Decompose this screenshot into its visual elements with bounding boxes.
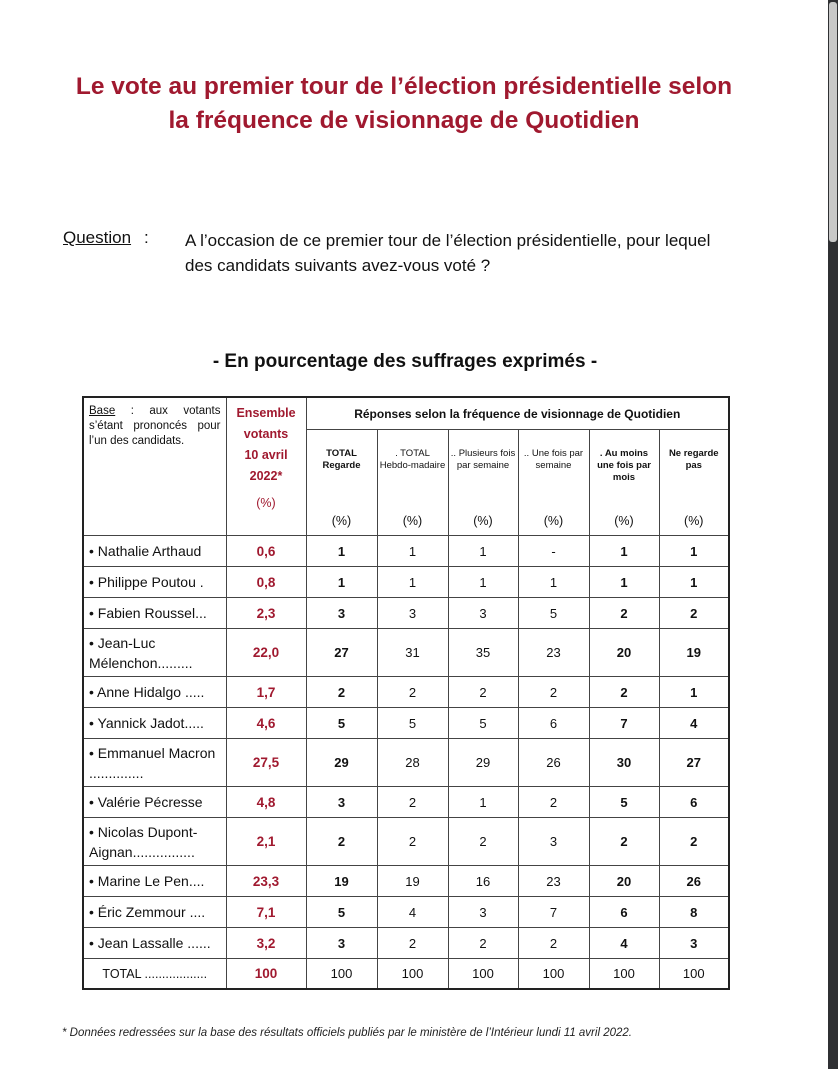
ensemble-value: 3,2 xyxy=(226,928,306,959)
column-header xyxy=(518,430,589,536)
ensemble-line: 2022* xyxy=(249,469,283,483)
value-cell: 100 xyxy=(377,959,448,990)
ensemble-line: Ensemble xyxy=(236,406,296,420)
value-cell: 2 xyxy=(518,787,589,818)
candidate-name: • Nicolas Dupont-Aignan................ xyxy=(83,818,226,866)
value-cell: 100 xyxy=(518,959,589,990)
table-row xyxy=(83,866,729,897)
value-cell: 20 xyxy=(589,629,659,677)
value-cell: 4 xyxy=(377,897,448,928)
value-cell: 3 xyxy=(448,598,518,629)
value-cell: 1 xyxy=(518,567,589,598)
value-cell: 1 xyxy=(659,536,729,567)
candidate-name: • Jean Lassalle ...... xyxy=(83,928,226,959)
table-row xyxy=(83,536,729,567)
column-pct-label: (%) xyxy=(402,514,423,528)
table-row xyxy=(83,629,729,677)
value-cell: 6 xyxy=(589,897,659,928)
value-cell: 5 xyxy=(306,708,377,739)
candidate-name: • Fabien Roussel... xyxy=(83,598,226,629)
question-text-line-2: des candidats suivants avez-vous voté ? xyxy=(185,256,491,275)
column-pct-label: (%) xyxy=(543,514,564,528)
total-label: TOTAL .................. xyxy=(83,959,226,990)
value-cell: 8 xyxy=(659,897,729,928)
table-row xyxy=(83,677,729,708)
candidate-name: • Jean-Luc Mélenchon......... xyxy=(83,629,226,677)
value-cell: - xyxy=(518,536,589,567)
title-line-2: la fréquence de visionnage de Quotidien xyxy=(168,107,640,134)
value-cell: 100 xyxy=(589,959,659,990)
value-cell: 20 xyxy=(589,866,659,897)
value-cell: 29 xyxy=(448,739,518,787)
candidate-name: • Philippe Poutou . xyxy=(83,567,226,598)
value-cell: 2 xyxy=(589,598,659,629)
table-row xyxy=(83,708,729,739)
value-cell: 19 xyxy=(377,866,448,897)
value-cell: 3 xyxy=(306,787,377,818)
column-header-label: TOTAL Regarde xyxy=(322,448,361,471)
value-cell: 5 xyxy=(306,897,377,928)
page-title xyxy=(20,70,788,138)
value-cell: 1 xyxy=(377,567,448,598)
value-cell: 4 xyxy=(589,928,659,959)
value-cell: 2 xyxy=(306,818,377,866)
candidate-name: • Emmanuel Macron .............. xyxy=(83,739,226,787)
ensemble-value: 4,8 xyxy=(226,787,306,818)
ensemble-header xyxy=(226,397,306,536)
value-cell: 3 xyxy=(518,818,589,866)
candidate-name: • Anne Hidalgo ..... xyxy=(83,677,226,708)
value-cell: 5 xyxy=(589,787,659,818)
scrollbar-thumb[interactable] xyxy=(829,2,837,242)
question-text-line-1: A l’occasion de ce premier tour de l’élection présidentielle, pour lequel xyxy=(185,231,711,250)
value-cell: 27 xyxy=(659,739,729,787)
ensemble-pct-label: (%) xyxy=(256,496,276,510)
table-row xyxy=(83,598,729,629)
ensemble-value: 27,5 xyxy=(226,739,306,787)
value-cell: 2 xyxy=(518,928,589,959)
total-row xyxy=(83,959,729,990)
ensemble-value: 1,7 xyxy=(226,677,306,708)
value-cell: 4 xyxy=(659,708,729,739)
value-cell: 2 xyxy=(448,928,518,959)
column-pct-label: (%) xyxy=(473,514,493,528)
column-header xyxy=(659,430,729,536)
value-cell: 5 xyxy=(448,708,518,739)
candidate-name: • Éric Zemmour .... xyxy=(83,897,226,928)
value-cell: 1 xyxy=(306,536,377,567)
value-cell: 1 xyxy=(659,677,729,708)
value-cell: 27 xyxy=(306,629,377,677)
value-cell: 2 xyxy=(659,818,729,866)
value-cell: 2 xyxy=(377,787,448,818)
ensemble-value: 7,1 xyxy=(226,897,306,928)
value-cell: 19 xyxy=(306,866,377,897)
value-cell: 5 xyxy=(518,598,589,629)
value-cell: 2 xyxy=(589,677,659,708)
table-row xyxy=(83,739,729,787)
value-cell: 7 xyxy=(589,708,659,739)
value-cell: 100 xyxy=(448,959,518,990)
footnote: * Données redressées sur la base des résultats officiels publiés par le ministère de l’Intérieur lundi 11 avril 2022. xyxy=(62,1027,632,1039)
base-cell xyxy=(83,397,226,536)
ensemble-value: 0,6 xyxy=(226,536,306,567)
value-cell: 3 xyxy=(306,598,377,629)
value-cell: 28 xyxy=(377,739,448,787)
value-cell: 7 xyxy=(518,897,589,928)
question-colon: : xyxy=(144,228,149,247)
ensemble-value: 23,3 xyxy=(226,866,306,897)
value-cell: 5 xyxy=(377,708,448,739)
ensemble-line: votants xyxy=(243,427,289,441)
table-subtitle: - En pourcentage des suffrages exprimés - xyxy=(212,351,598,372)
column-header xyxy=(448,430,518,536)
column-header-label: .. Plusieurs fois par semaine xyxy=(450,448,516,471)
question-text xyxy=(185,228,785,278)
question-label: Question xyxy=(63,228,132,247)
ensemble-value: 0,8 xyxy=(226,567,306,598)
value-cell: 30 xyxy=(589,739,659,787)
value-cell: 31 xyxy=(377,629,448,677)
base-text: : aux votants s’étant prononcés pour l’un des candidats. xyxy=(89,405,221,447)
title-line-1: Le vote au premier tour de l’élection présidentielle selon xyxy=(75,73,733,100)
table-row xyxy=(83,928,729,959)
value-cell: 2 xyxy=(659,598,729,629)
value-cell: 1 xyxy=(306,567,377,598)
value-cell: 6 xyxy=(659,787,729,818)
value-cell: 23 xyxy=(518,866,589,897)
value-cell: 100 xyxy=(306,959,377,990)
value-cell: 2 xyxy=(377,677,448,708)
value-cell: 2 xyxy=(448,677,518,708)
table-row xyxy=(83,787,729,818)
value-cell: 2 xyxy=(306,677,377,708)
value-cell: 100 xyxy=(659,959,729,990)
value-cell: 6 xyxy=(518,708,589,739)
ensemble-value: 100 xyxy=(226,959,306,990)
column-header xyxy=(589,430,659,536)
column-header-label: Ne regarde pas xyxy=(668,448,719,471)
ensemble-value: 22,0 xyxy=(226,629,306,677)
candidate-name: • Nathalie Arthaud xyxy=(83,536,226,567)
value-cell: 19 xyxy=(659,629,729,677)
candidate-name: • Yannick Jadot..... xyxy=(83,708,226,739)
value-cell: 2 xyxy=(377,818,448,866)
value-cell: 3 xyxy=(659,928,729,959)
value-cell: 3 xyxy=(448,897,518,928)
value-cell: 16 xyxy=(448,866,518,897)
value-cell: 1 xyxy=(659,567,729,598)
table-row xyxy=(83,567,729,598)
table-row xyxy=(83,818,729,866)
value-cell: 1 xyxy=(589,567,659,598)
column-header xyxy=(306,430,377,536)
ensemble-value: 2,3 xyxy=(226,598,306,629)
ensemble-value: 4,6 xyxy=(226,708,306,739)
column-header xyxy=(377,430,448,536)
value-cell: 35 xyxy=(448,629,518,677)
column-header-label: . Au moins une fois par mois xyxy=(597,448,651,483)
column-pct-label: (%) xyxy=(331,514,352,528)
column-header-label: .. Une fois par semaine xyxy=(523,448,584,471)
value-cell: 1 xyxy=(448,567,518,598)
column-pct-label: (%) xyxy=(684,514,704,528)
value-cell: 29 xyxy=(306,739,377,787)
column-pct-label: (%) xyxy=(614,514,634,528)
value-cell: 1 xyxy=(448,787,518,818)
column-header-label: . TOTAL Hebdo-madaire xyxy=(379,448,446,471)
value-cell: 1 xyxy=(589,536,659,567)
value-cell: 2 xyxy=(448,818,518,866)
table-row xyxy=(83,897,729,928)
value-cell: 26 xyxy=(659,866,729,897)
value-cell: 26 xyxy=(518,739,589,787)
value-cell: 3 xyxy=(306,928,377,959)
value-cell: 23 xyxy=(518,629,589,677)
value-cell: 1 xyxy=(377,536,448,567)
value-cell: 2 xyxy=(377,928,448,959)
value-cell: 2 xyxy=(589,818,659,866)
value-cell: 2 xyxy=(518,677,589,708)
candidate-name: • Marine Le Pen.... xyxy=(83,866,226,897)
ensemble-value: 2,1 xyxy=(226,818,306,866)
reponses-header: Réponses selon la fréquence de visionnage de Quotidien xyxy=(306,397,729,430)
ensemble-line: 10 avril xyxy=(244,448,288,462)
value-cell: 3 xyxy=(377,598,448,629)
base-label: Base xyxy=(89,405,116,417)
scrollbar[interactable] xyxy=(828,0,838,1069)
candidate-name: • Valérie Pécresse xyxy=(83,787,226,818)
results-table xyxy=(82,396,730,990)
value-cell: 1 xyxy=(448,536,518,567)
